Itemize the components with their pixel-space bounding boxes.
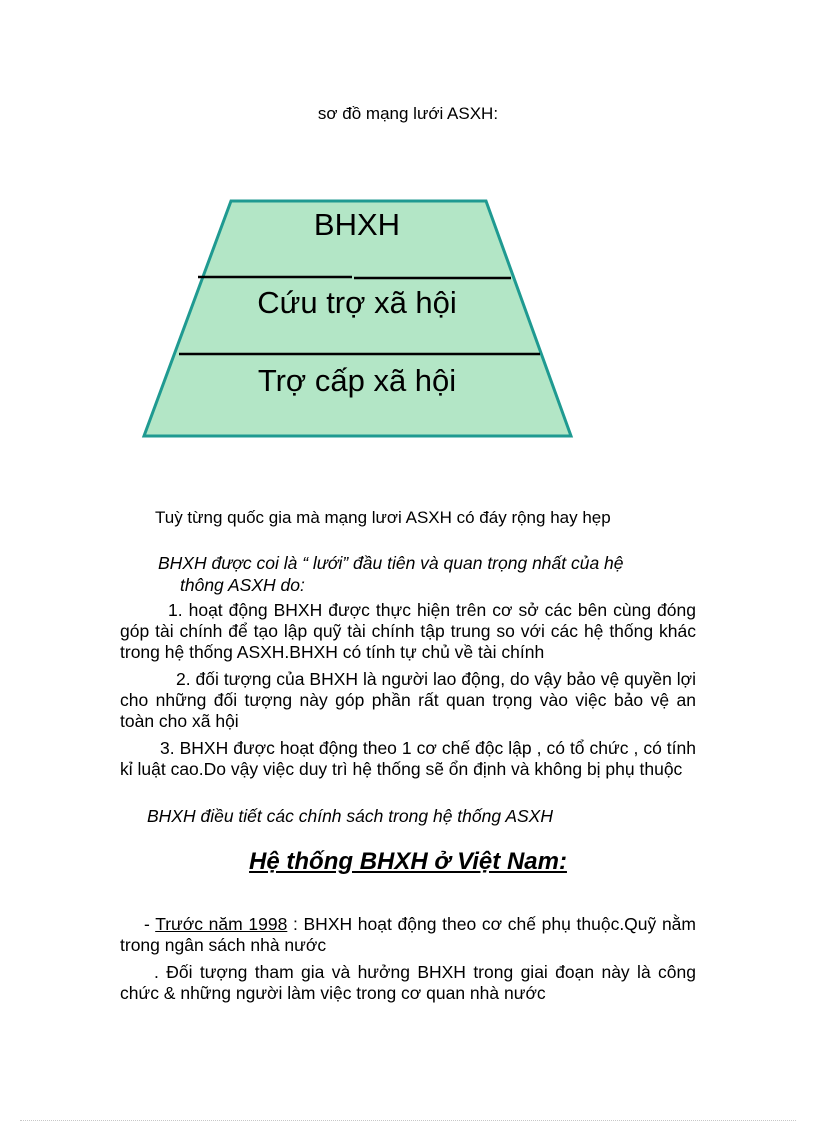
section-heading: Hệ thống BHXH ở Việt Nam:	[249, 848, 567, 875]
tier-label-tro-cap: Trợ cấp xã hội	[257, 363, 457, 398]
participants-paragraph: . Đối tượng tham gia và hưởng BHXH trong giai đoạn này là công chức & những người làm việc trong cơ quan nhà nước	[120, 962, 696, 1003]
period-paragraph	[120, 914, 696, 956]
intro-line-2: thông ASXH do:	[180, 575, 305, 595]
diagram-caption: sơ đồ mạng lưới ASXH:	[317, 104, 499, 123]
tier-label-bhxh: BHXH	[313, 207, 401, 242]
reason-1: 1. hoạt động BHXH được thực hiện trên cơ sở các bên cùng đóng góp tài chính để tạo lập quỹ tài chính tập trung so với các hệ thống khác trong hệ thống ASXH.BHXH có tính tự chủ về tài chính	[120, 600, 696, 662]
reason-2: 2. đối tượng của BHXH là người lao động, do vậy bảo vệ quyền lợi cho những đối tượng này góp phần rất quan trọng vào việc bảo vệ an toàn cho xã hội	[120, 669, 696, 731]
intro-line-1: BHXH được coi là “ lưới” đầu tiên và quan trọng nhất của hệ	[158, 553, 624, 573]
reason-3: 3. BHXH được hoạt động theo 1 cơ chế độc lập , có tổ chức , có tính kỉ luật cao.Do vậy việc duy trì hệ thống sẽ ổn định và không bị phụ thuộc	[120, 738, 696, 779]
period-text: : BHXH hoạt động theo cơ chế phụ thuộc.Quỹ nằm trong ngân sách nhà nước	[120, 914, 696, 955]
bullet-marker: -	[144, 914, 150, 934]
period-label: Trước năm 1998	[155, 914, 288, 934]
page-bottom-rule	[20, 1120, 796, 1121]
conclusion: BHXH điều tiết các chính sách trong hệ thống ASXH	[147, 806, 553, 826]
tier-label-cuu-tro: Cứu trợ xã hội	[257, 285, 457, 320]
network-note: Tuỳ từng quốc gia mà mạng lươi ASXH có đáy rộng hay hẹp	[155, 508, 611, 527]
